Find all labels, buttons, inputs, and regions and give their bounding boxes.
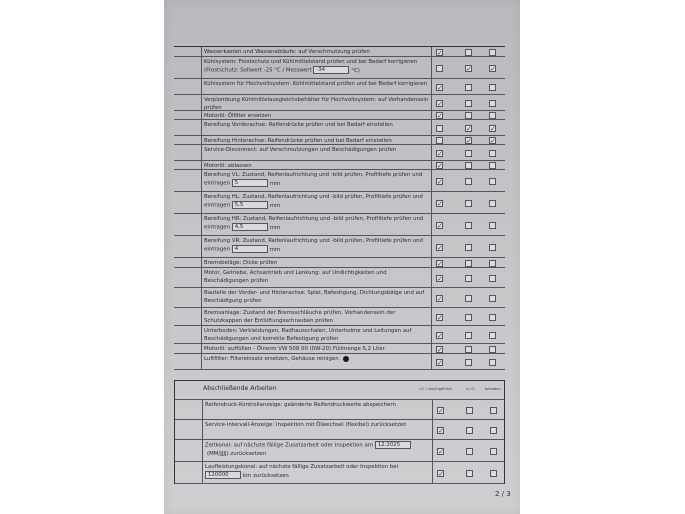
- fixed-checkbox[interactable]: [489, 359, 496, 366]
- table-row: [174, 236, 505, 258]
- row-description: [201, 258, 432, 267]
- not-ok-checkbox[interactable]: [465, 178, 472, 185]
- row-description: [201, 268, 432, 287]
- ok-checkbox[interactable]: ✓: [437, 260, 443, 268]
- row-description: [201, 161, 432, 169]
- ok-checkbox[interactable]: ✓: [438, 407, 444, 415]
- row-text: Bereifung Vorderachse: Reifendrücke prüfen und bei Bedarf einstellen: [204, 122, 393, 128]
- fixed-checkbox[interactable]: ✓: [490, 137, 496, 145]
- row-text: Kühlsystem: Frostschutz und Kühlmittelstand prüfen und bei Bedarf korrigieren (Frostschutz: Sollwert -25 °C / Messwert: [204, 59, 418, 74]
- fixed-checkbox[interactable]: [490, 427, 497, 434]
- value-unit: km zurücksetzen: [243, 472, 289, 479]
- not-ok-checkbox[interactable]: [465, 84, 472, 91]
- row-text: Motoröl: auffüllen - Ölnorm VW 508 00 (0W-20) Füllmenge 5,2 Liter: [204, 346, 385, 352]
- row-description: [201, 145, 432, 160]
- row-description: [202, 400, 433, 419]
- not-ok-checkbox[interactable]: [465, 332, 472, 339]
- not-ok-checkbox[interactable]: ✓: [466, 65, 472, 73]
- value-field[interactable]: 5,5: [232, 201, 268, 209]
- ok-checkbox[interactable]: ✓: [437, 275, 443, 283]
- fixed-checkbox[interactable]: [489, 260, 496, 267]
- row-text: Bereifung HR: Zustand, Reifenlaufrichtung und -bild prüfen, Profiltiefe prüfen und eintragen: [204, 216, 424, 231]
- not-ok-checkbox[interactable]: [465, 295, 472, 302]
- ok-checkbox[interactable]: ✓: [437, 178, 443, 186]
- row-text: Luftfilter: Filtereinsatz ersetzen, Gehäuse reinigen: [204, 356, 339, 362]
- table-row: [174, 170, 505, 192]
- fixed-checkbox[interactable]: [489, 112, 496, 119]
- row-text: Bereifung VL: Zustand, Reifenlaufrichtung und -bild prüfen, Profiltiefe prüfen und eintragen: [204, 172, 423, 187]
- not-ok-checkbox[interactable]: [466, 427, 473, 434]
- row-text: Reifendruck-Kontrollanzeige: geänderte Reifendruckwerte abspeichern: [205, 402, 396, 408]
- table-row: [174, 258, 505, 268]
- fixed-checkbox[interactable]: [490, 407, 497, 414]
- row-description: [201, 326, 432, 343]
- row-text: Motoröl: ablassen: [204, 163, 252, 169]
- table-row: [174, 161, 505, 170]
- not-ok-checkbox[interactable]: [465, 346, 472, 353]
- fixed-checkbox[interactable]: [489, 84, 496, 91]
- value-unit: mm: [269, 224, 281, 231]
- ok-checkbox[interactable]: ✓: [437, 295, 443, 303]
- value-field[interactable]: 120000: [205, 471, 241, 479]
- fixed-checkbox[interactable]: [489, 244, 496, 251]
- ok-checkbox[interactable]: ✓: [438, 470, 444, 478]
- row-text: Unterboden: Verkleidungen, Radhausschalen, Unterholme und Leitungen auf Beschädigungen und korrekte Befestigung prüfen: [204, 328, 412, 342]
- not-ok-checkbox[interactable]: [465, 222, 472, 229]
- fixed-checkbox[interactable]: [489, 222, 496, 229]
- row-text: Bereifung HL: Zustand, Reifenlaufrichtung und -bild prüfen, Profiltiefe prüfen und eintragen: [204, 194, 423, 209]
- table-row: [174, 268, 505, 288]
- row-description: [201, 170, 432, 191]
- fixed-checkbox[interactable]: [489, 275, 496, 282]
- table-row: [175, 420, 504, 440]
- table-row: [174, 214, 505, 236]
- row-text: Service-Disconnect: auf Verschmutzungen und Beschädigungen prüfen: [204, 147, 397, 153]
- section-title: Abschließende Arbeiten: [203, 385, 277, 392]
- value-unit: (MM/JJJJ) zurücksetzen: [207, 450, 267, 457]
- ok-checkbox[interactable]: [436, 65, 443, 72]
- row-text: Laufleistungskonal: auf nächste fällige Zusatzarbeit oder Inspektion bei: [205, 464, 399, 470]
- fixed-checkbox[interactable]: [490, 470, 497, 477]
- row-description: [201, 111, 432, 119]
- not-ok-checkbox[interactable]: [465, 112, 472, 119]
- col-fixed-header: behoben: [485, 387, 501, 391]
- table-row: [175, 462, 504, 484]
- table-row: [174, 344, 505, 354]
- ok-checkbox[interactable]: ✓: [437, 200, 443, 208]
- not-ok-checkbox[interactable]: [465, 49, 472, 56]
- ok-checkbox[interactable]: ✓: [437, 244, 443, 252]
- ok-checkbox[interactable]: ✓: [438, 448, 444, 456]
- table-row: [174, 95, 505, 111]
- not-ok-checkbox[interactable]: [465, 100, 472, 107]
- row-description: [201, 214, 432, 235]
- inspection-table: [174, 46, 505, 370]
- row-text: Verplombung Kühlmittelausgleichsbehälter für Hochvoltsystem: auf Vorhandensein prüfen: [204, 97, 429, 110]
- table-row: [174, 57, 505, 79]
- row-description: [201, 236, 432, 257]
- not-ok-checkbox[interactable]: [465, 150, 472, 157]
- fixed-checkbox[interactable]: ✓: [490, 65, 496, 73]
- table-row: [174, 354, 505, 370]
- value-field[interactable]: 4: [232, 245, 268, 253]
- row-description: [202, 420, 433, 439]
- ok-checkbox[interactable]: ✓: [437, 112, 443, 120]
- table-row: [174, 79, 505, 95]
- table-row: [174, 120, 505, 136]
- ok-checkbox[interactable]: ✓: [437, 84, 443, 92]
- row-description: [201, 288, 432, 307]
- row-description: [202, 462, 433, 483]
- col-nok-header: n.i.O.: [466, 387, 476, 391]
- value-field[interactable]: -34: [313, 66, 349, 74]
- ok-checkbox[interactable]: ✓: [437, 222, 443, 230]
- row-description: [201, 136, 432, 144]
- row-text: Kühlsystem für Hochvoltsystem: Kühlmittelstand prüfen und bei Bedarf korrigieren: [204, 81, 428, 87]
- ok-checkbox[interactable]: ✓: [437, 314, 443, 322]
- final-work-table: [174, 400, 505, 484]
- fixed-checkbox[interactable]: [489, 332, 496, 339]
- fixed-checkbox[interactable]: [489, 150, 496, 157]
- not-ok-checkbox[interactable]: ✓: [466, 137, 472, 145]
- row-description: [201, 192, 432, 213]
- not-ok-checkbox[interactable]: [465, 200, 472, 207]
- row-text: Service-Intervall-Anzeige: Inspektion mit Ölwechsel (flexibel) zurücksetzen: [205, 422, 407, 428]
- fixed-checkbox[interactable]: ✓: [490, 125, 496, 133]
- not-ok-checkbox[interactable]: [466, 448, 473, 455]
- fixed-checkbox[interactable]: [489, 346, 496, 353]
- ok-checkbox[interactable]: ✓: [437, 359, 443, 367]
- row-text: Wasserkasten und Wasserabläufe: auf Verschmutzung prüfen: [204, 49, 370, 55]
- row-description: [201, 95, 432, 110]
- row-description: [201, 57, 432, 78]
- not-ok-checkbox[interactable]: [466, 470, 473, 477]
- table-row: [174, 136, 505, 145]
- ok-checkbox[interactable]: ✓: [437, 346, 443, 354]
- fixed-checkbox[interactable]: [489, 162, 496, 169]
- ok-checkbox[interactable]: [436, 137, 443, 144]
- table-row: [174, 192, 505, 214]
- fixed-checkbox[interactable]: [489, 314, 496, 321]
- table-row: [174, 145, 505, 161]
- value-unit: °C): [351, 67, 360, 74]
- ok-checkbox[interactable]: ✓: [437, 332, 443, 340]
- fixed-checkbox[interactable]: [489, 49, 496, 56]
- fixed-checkbox[interactable]: [489, 178, 496, 185]
- page-number: 2 / 3: [495, 490, 511, 498]
- ok-checkbox[interactable]: [436, 125, 443, 132]
- row-text: Bereifung VR: Zustand, Reifenlaufrichtung und -bild prüfen, Profiltiefe prüfen und eintragen: [204, 238, 423, 253]
- table-row: [174, 288, 505, 308]
- value-unit: mm: [269, 246, 281, 253]
- row-text: Motor, Getriebe, Achsantrieb und Lenkung: auf Undichtigkeiten und Beschädigungen prüfen: [204, 270, 387, 284]
- not-ok-checkbox[interactable]: [465, 260, 472, 267]
- row-description: [202, 440, 433, 461]
- ink-dot-icon: [343, 356, 349, 362]
- value-unit: mm: [269, 180, 281, 187]
- not-ok-checkbox[interactable]: [465, 359, 472, 366]
- row-description: [201, 354, 432, 369]
- row-text: Motoröl: Ölfilter ersetzen: [204, 113, 272, 119]
- col-ok-header: i.O. / durchgeführt: [419, 387, 452, 391]
- ok-checkbox[interactable]: ✓: [437, 162, 443, 170]
- table-row: [174, 308, 505, 326]
- row-text: Bereifung Hinterachse: Reifendrücke prüfen und bei Bedarf einstellen: [204, 138, 392, 144]
- value-field[interactable]: 12.2025: [375, 441, 411, 449]
- value-field[interactable]: 4,5: [232, 223, 268, 231]
- not-ok-checkbox[interactable]: [465, 275, 472, 282]
- row-text: Bremsbeläge: Dicke prüfen: [204, 260, 278, 266]
- fixed-checkbox[interactable]: [489, 295, 496, 302]
- row-text: Bremsanlage: Zustand der Bremsschläuche prüfen, Vorhandensein der Schutzkappen der Entlüftungsschrauben prüfen: [204, 310, 396, 324]
- not-ok-checkbox[interactable]: [465, 314, 472, 321]
- table-row: [174, 326, 505, 344]
- fixed-checkbox[interactable]: [490, 448, 497, 455]
- not-ok-checkbox[interactable]: [465, 162, 472, 169]
- table-row: [175, 400, 504, 420]
- ok-checkbox[interactable]: ✓: [438, 427, 444, 435]
- table-row: [174, 47, 505, 57]
- value-unit: mm: [269, 202, 281, 209]
- ok-checkbox[interactable]: ✓: [437, 100, 443, 108]
- not-ok-checkbox[interactable]: [465, 244, 472, 251]
- ok-checkbox[interactable]: ✓: [437, 150, 443, 158]
- row-description: [201, 344, 432, 353]
- not-ok-checkbox[interactable]: [466, 407, 473, 414]
- fixed-checkbox[interactable]: [489, 200, 496, 207]
- table-row: [174, 111, 505, 120]
- final-work-header: [174, 380, 505, 400]
- not-ok-checkbox[interactable]: ✓: [466, 125, 472, 133]
- fixed-checkbox[interactable]: [489, 100, 496, 107]
- row-description: [201, 47, 432, 56]
- row-text: Bauteile der Vorder- und Hinterachse: Spiel, Befestigung, Dichtungsbälge und auf Beschädigung prüfen: [204, 290, 425, 304]
- row-description: [201, 120, 432, 135]
- row-text: Zeitkonal: auf nächste fällige Zusatzarbeit oder Inspektion am: [205, 442, 374, 449]
- row-description: [201, 79, 432, 94]
- value-field[interactable]: 5: [232, 179, 268, 187]
- row-description: [201, 308, 432, 325]
- ok-checkbox[interactable]: ✓: [437, 49, 443, 57]
- table-row: [175, 440, 504, 462]
